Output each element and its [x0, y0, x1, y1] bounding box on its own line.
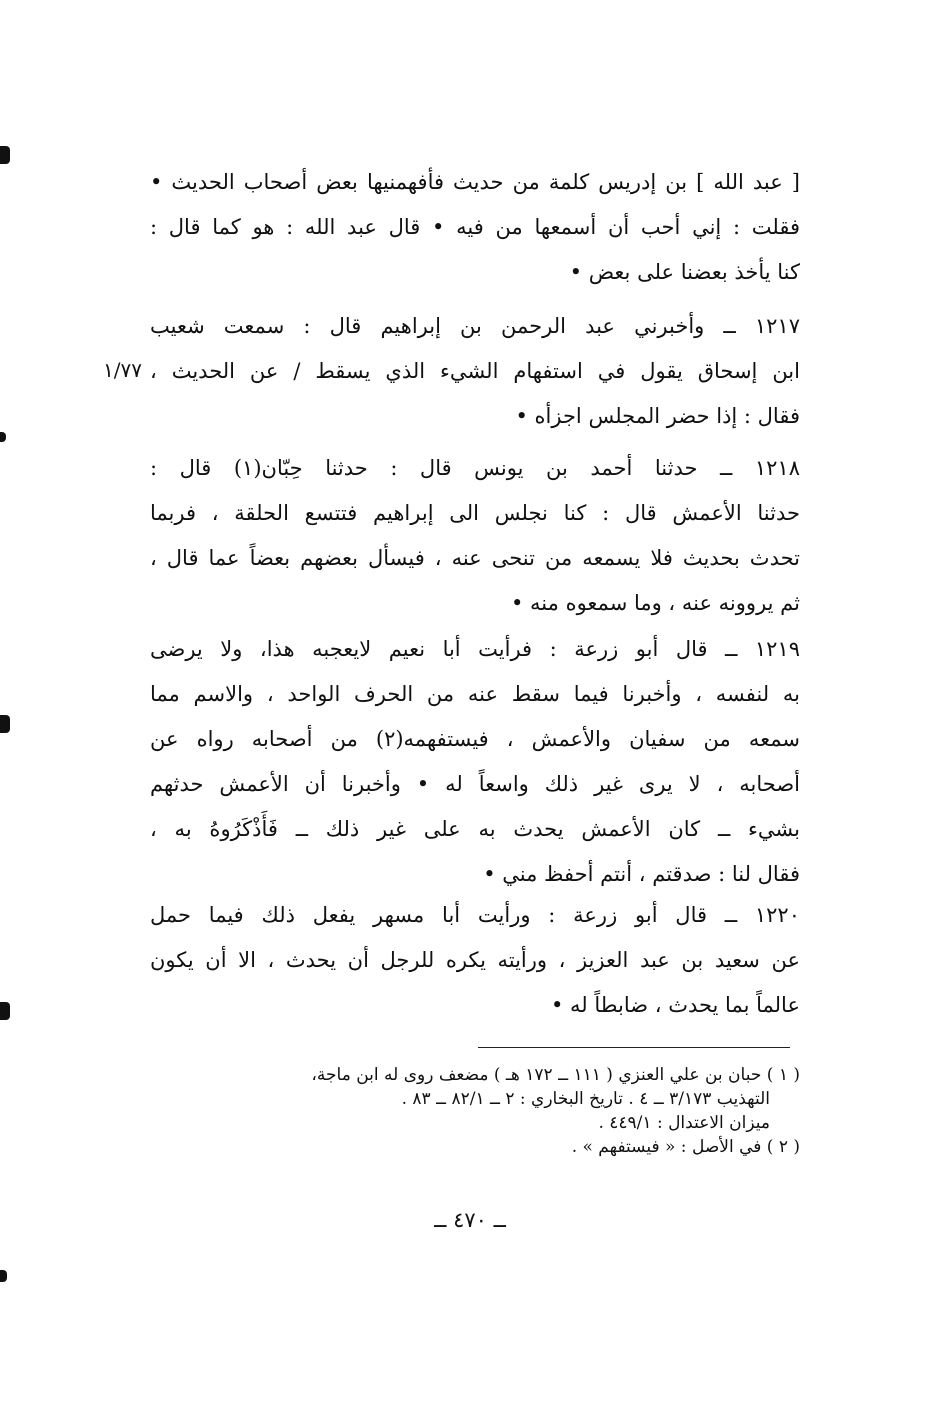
footnotes — [300, 1063, 800, 1159]
text-line: [ عبد الله ] بن إدريس كلمة من حديث فأفهمنيها بعض أصحاب الحديث • — [150, 170, 800, 194]
scan-edge-mark — [0, 146, 10, 164]
scan-edge-mark — [0, 432, 6, 442]
text-line: فقال لنا : صدقتم ، أنتم أحفظ مني • — [483, 862, 800, 886]
footnote-separator — [478, 1047, 790, 1048]
text-line: سمعه من سفيان والأعمش ، فيستفهمه(٢) من أصحابه رواه عن — [150, 727, 800, 751]
paragraph-1220 — [150, 893, 800, 1028]
footnote-line: ميزان الاعتدال : ٤٤٩/١ . — [598, 1113, 770, 1133]
scan-edge-mark — [0, 1270, 7, 1282]
text-line: ١٢٢٠ ــ قال أبو زرعة : ورأيت أبا مسهر يفعل ذلك فيما حمل — [150, 903, 800, 927]
footnote-line: التهذيب ٣/١٧٣ ــ ٤ . تاريخ البخاري : ٢ ــ ٨٢/١ ــ ٨٣ . — [401, 1089, 770, 1109]
text-line: ثم يروونه عنه ، وما سمعوه منه • — [510, 591, 800, 615]
text-line: فقلت : إني أحب أن أسمعها من فيه • قال عبد الله : هو كما قال : — [150, 215, 800, 239]
page-number: ــ ٤٧٠ ــ — [434, 1208, 506, 1232]
footnote-line: ( ١ ) حبان بن علي العنزي ( ١١١ ــ ١٧٢ هـ ) مضعف روى له ابن ماجة، — [311, 1065, 800, 1085]
text-line: فقال : إذا حضر المجلس اجزأه • — [515, 404, 800, 428]
paragraph-1218 — [150, 446, 800, 626]
text-line: عن سعيد بن عبد العزيز ، ورأيته يكره للرجل أن يحدث ، الا أن يكون — [150, 948, 800, 972]
scan-edge-mark — [0, 1002, 10, 1020]
text-line: بشيء ــ كان الأعمش يحدث به على غير ذلك ــ فَأَذْكَرُوهُ به ، — [150, 817, 800, 841]
text-line: به لنفسه ، وأخبرنا فيما سقط عنه من الحرف الواحد ، والاسم مما — [150, 682, 800, 706]
footnote-line: ( ٢ ) في الأصل : « فيستفهم » . — [571, 1137, 800, 1157]
scan-edge-mark — [0, 715, 10, 733]
text-line: ابن إسحاق يقول في استفهام الشيء الذي يسقط / عن الحديث ، — [150, 359, 800, 383]
text-line: أصحابه ، لا يرى غير ذلك واسعاً له • وأخبرنا أن الأعمش حدثهم — [150, 772, 800, 796]
text-line: ١٢١٨ ــ حدثنا أحمد بن يونس قال : حدثنا حِبّان(١) قال : — [150, 456, 800, 480]
paragraph-1217 — [150, 304, 800, 439]
paragraph-1 — [150, 160, 800, 295]
text-line: تحدث بحديث فلا يسمعه من تنحى عنه ، فيسأل بعضهم بعضاً عما قال ، — [150, 546, 800, 570]
text-line: حدثنا الأعمش قال : كنا نجلس الى إبراهيم فتتسع الحلقة ، فربما — [150, 501, 800, 525]
text-line: ١٢١٧ ــ وأخبرني عبد الرحمن بن إبراهيم قال : سمعت شعيب — [150, 314, 800, 338]
text-line: كنا يأخذ بعضنا على بعض • — [569, 260, 800, 284]
paragraph-1219 — [150, 627, 800, 897]
margin-folio-reference: ١/٧٧ — [103, 358, 142, 382]
text-line: ١٢١٩ ــ قال أبو زرعة : فرأيت أبا نعيم لايعجبه هذا، ولا يرضى — [150, 637, 800, 661]
text-line: عالماً بما يحدث ، ضابطاً له • — [550, 993, 800, 1017]
